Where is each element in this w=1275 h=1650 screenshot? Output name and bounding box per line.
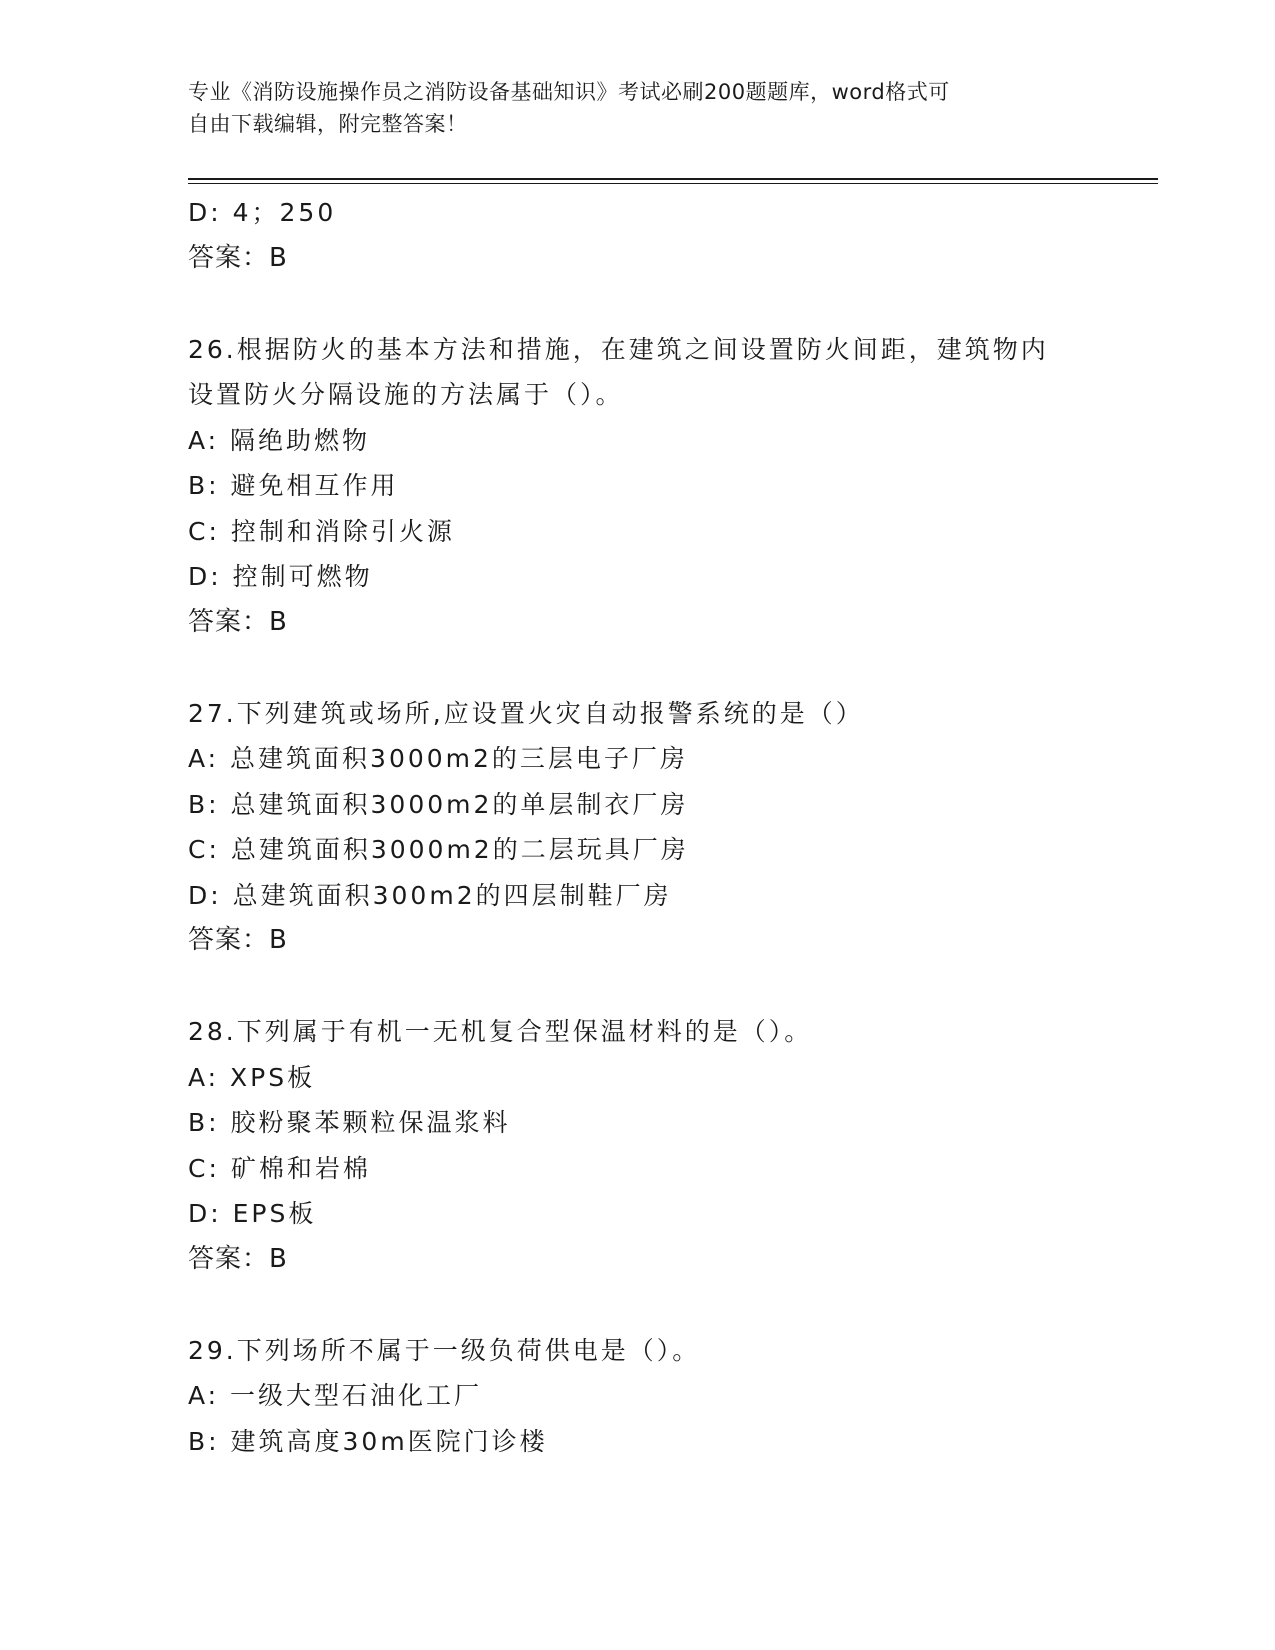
question-27 [188, 691, 1088, 964]
option-d: D: 4；250 [188, 198, 337, 227]
question-stem: 29.下列场所不属于一级负荷供电是（）。 [188, 1335, 701, 1365]
spacer [188, 1282, 1088, 1328]
option-c: C: 总建筑面积3000m2的二层玩具厂房 [188, 835, 689, 864]
answer-label: 答案： [188, 1243, 270, 1274]
answer-label: 答案： [188, 606, 270, 637]
option-c: C: 控制和消除引火源 [188, 516, 455, 546]
answer-line [188, 918, 1088, 964]
answer-line [188, 600, 1088, 646]
question-stem: 26.根据防火的基本方法和措施，在建筑之间设置防火间距，建筑物内 [188, 334, 1049, 364]
answer-label: 答案： [188, 925, 270, 955]
option-b: B: 胶粉聚苯颗粒保温浆料 [188, 1108, 511, 1137]
answer-line [188, 1237, 1088, 1283]
header-line-1: 专业《消防设施操作员之消防设备基础知识》考试必刷200题题库，word格式可 [188, 80, 950, 104]
header-rule-thick [188, 178, 1158, 180]
option-a: A: 总建筑面积3000m2的三层电子厂房 [188, 744, 688, 773]
spacer [188, 964, 1088, 1010]
option-b: B: 避免相互作用 [188, 471, 399, 500]
spacer [188, 281, 1088, 327]
option-d: D: 总建筑面积300m2的四层制鞋厂房 [188, 880, 672, 910]
answer-value: B [269, 1243, 288, 1274]
option-b: B: 建筑高度30m医院门诊楼 [188, 1426, 548, 1456]
document-body [188, 190, 1088, 1464]
option-c: C: 矿棉和岩棉 [188, 1153, 371, 1183]
option-a: A: 一级大型石油化工厂 [188, 1381, 483, 1410]
header-rule-thin [188, 183, 1158, 184]
document-header [188, 76, 1088, 140]
option-a: A: 隔绝助燃物 [188, 425, 371, 455]
answer-value: B [269, 242, 288, 273]
header-line-2: 自由下载编辑，附完整答案！ [188, 112, 468, 136]
answer-value: B [269, 606, 288, 637]
question-stem: 设置防火分隔设施的方法属于（）。 [188, 380, 624, 409]
question-26 [188, 327, 1088, 646]
option-d: D: 控制可燃物 [188, 562, 373, 591]
option-d: D: EPS板 [188, 1199, 317, 1228]
question-stem: 28.下列属于有机一无机复合型保温材料的是（）。 [188, 1017, 813, 1046]
spacer [188, 645, 1088, 691]
question-29 [188, 1328, 1088, 1465]
answer-line [188, 236, 1088, 282]
answer-label: 答案： [188, 242, 270, 273]
option-a: A: XPS板 [188, 1062, 316, 1092]
question-stem: 27.下列建筑或场所,应设置火灾自动报警系统的是（） [188, 698, 864, 728]
question-28 [188, 1009, 1088, 1282]
answer-value: B [269, 925, 288, 955]
option-b: B: 总建筑面积3000m2的单层制衣厂房 [188, 789, 689, 819]
